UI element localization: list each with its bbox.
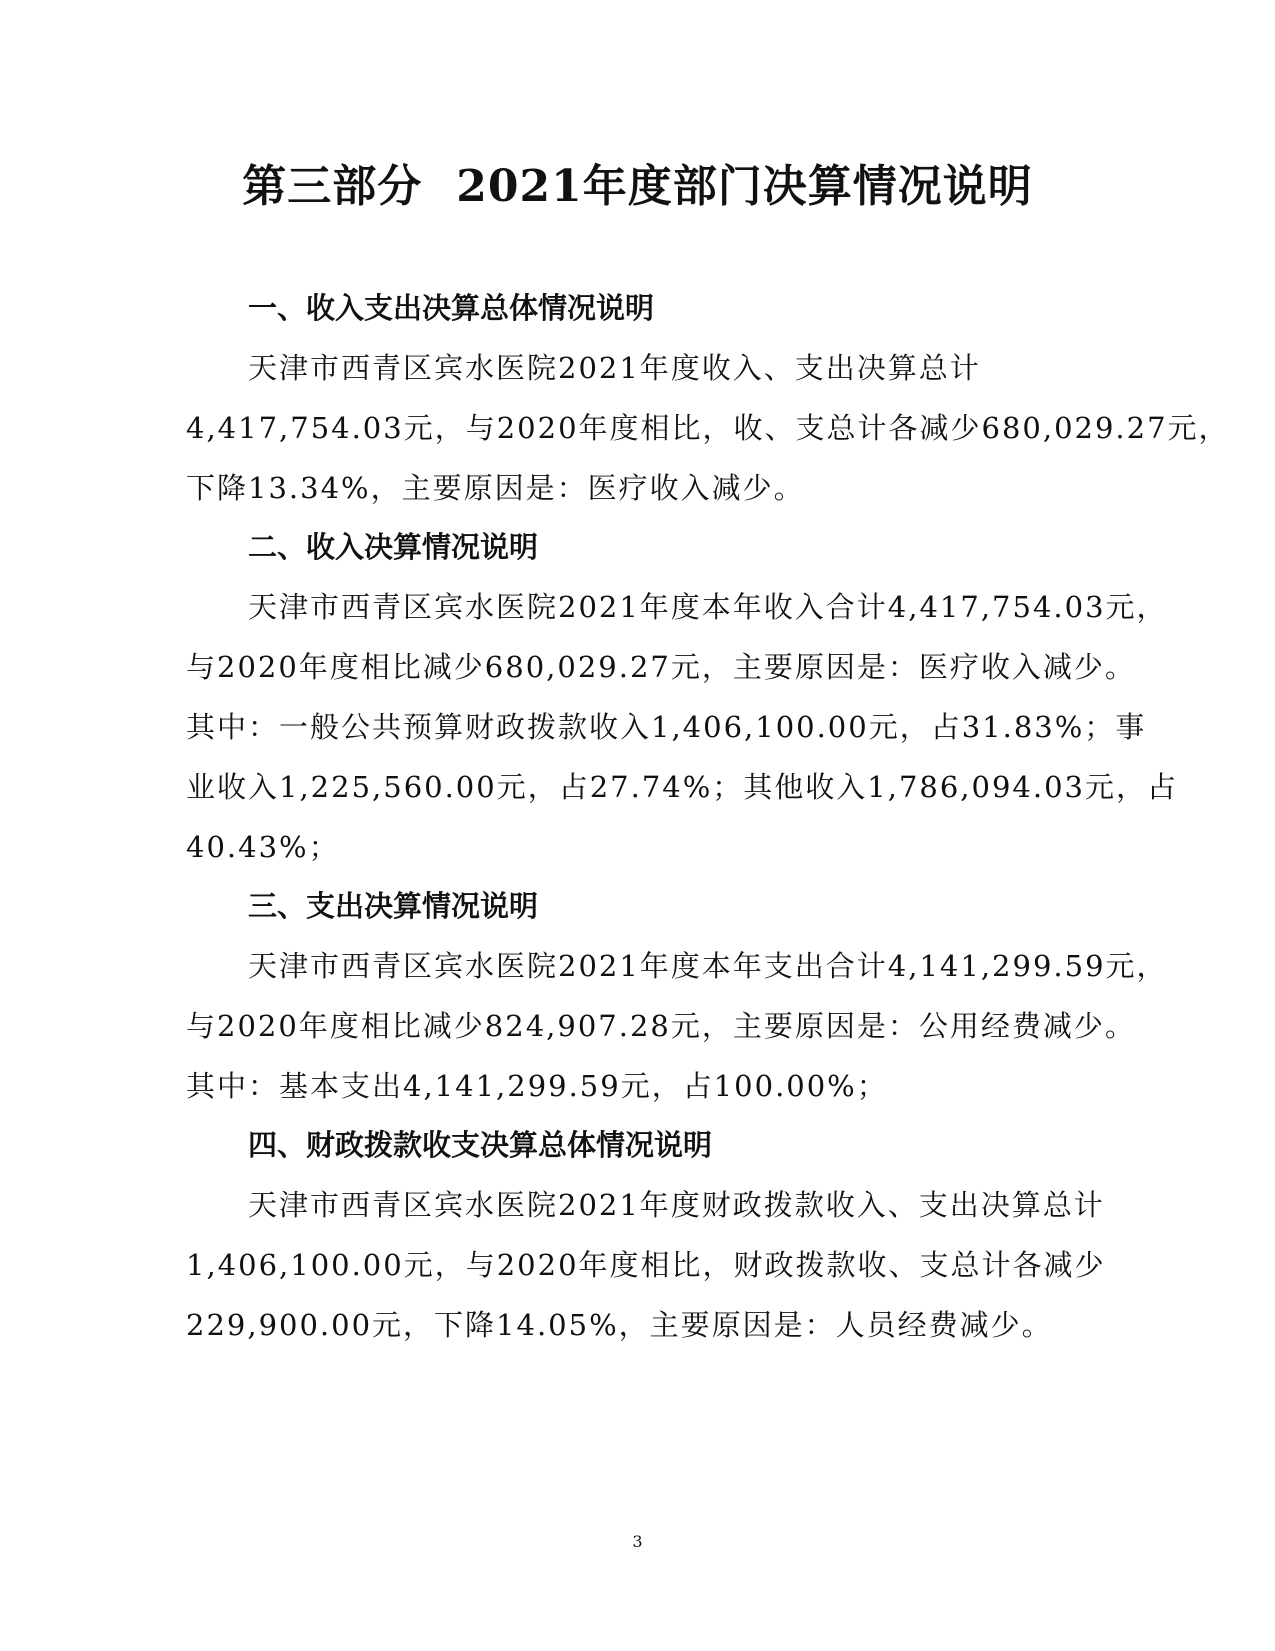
section-4-heading: 四、财政拨款收支决算总体情况说明: [248, 1128, 713, 1162]
paragraph-line: 天津市西青区宾水医院2021年度本年收入合计4,417,754.03元，: [248, 590, 1168, 624]
paragraph-line: 天津市西青区宾水医院2021年度本年支出合计4,141,299.59元，: [248, 949, 1168, 983]
section-2-paragraph: [186, 577, 1178, 877]
paragraph-line: 天津市西青区宾水医院2021年度财政拨款收入、支出决算总计: [248, 1188, 1105, 1222]
paragraph-line: 下降13.34%，主要原因是：医疗收入减少。: [186, 471, 805, 505]
page-title-main: 2021年度部门决算情况说明: [456, 161, 1033, 212]
paragraph-line: 与2020年度相比减少680,029.27元，主要原因是：医疗收入减少。: [186, 650, 1136, 684]
paragraph-line: 229,900.00元，下降14.05%，主要原因是：人员经费减少。: [186, 1308, 1053, 1342]
section-3-heading: 三、支出决算情况说明: [248, 889, 539, 923]
paragraph-line: 业收入1,225,560.00元，占27.74%；其他收入1,786,094.03元，占: [186, 770, 1178, 804]
page-number: 3: [632, 1532, 643, 1551]
section-2-heading: 二、收入决算情况说明: [248, 530, 539, 564]
section-1-heading: 一、收入支出决算总体情况说明: [248, 291, 655, 325]
page-title: [0, 150, 1275, 214]
page-title-prefix: 第三部分: [242, 161, 423, 212]
paragraph-line: 其中：基本支出4,141,299.59元，占100.00%；: [186, 1069, 888, 1103]
paragraph-line: 与2020年度相比减少824,907.28元，主要原因是：公用经费减少。: [186, 1009, 1136, 1043]
section-3-paragraph: [186, 936, 1168, 1116]
paragraph-line: 天津市西青区宾水医院2021年度收入、支出决算总计: [248, 351, 981, 385]
paragraph-line: 4,417,754.03元，与2020年度相比，收、支总计各减少680,029.27元，: [186, 411, 1230, 445]
paragraph-line: 40.43%；: [186, 830, 340, 864]
section-4-paragraph: [186, 1175, 1106, 1355]
paragraph-line: 其中：一般公共预算财政拨款收入1,406,100.00元，占31.83%；事: [186, 710, 1147, 744]
paragraph-line: 1,406,100.00元，与2020年度相比，财政拨款收、支总计各减少: [186, 1248, 1106, 1282]
document-body: [186, 279, 1230, 1355]
section-1-paragraph: [186, 338, 1230, 518]
